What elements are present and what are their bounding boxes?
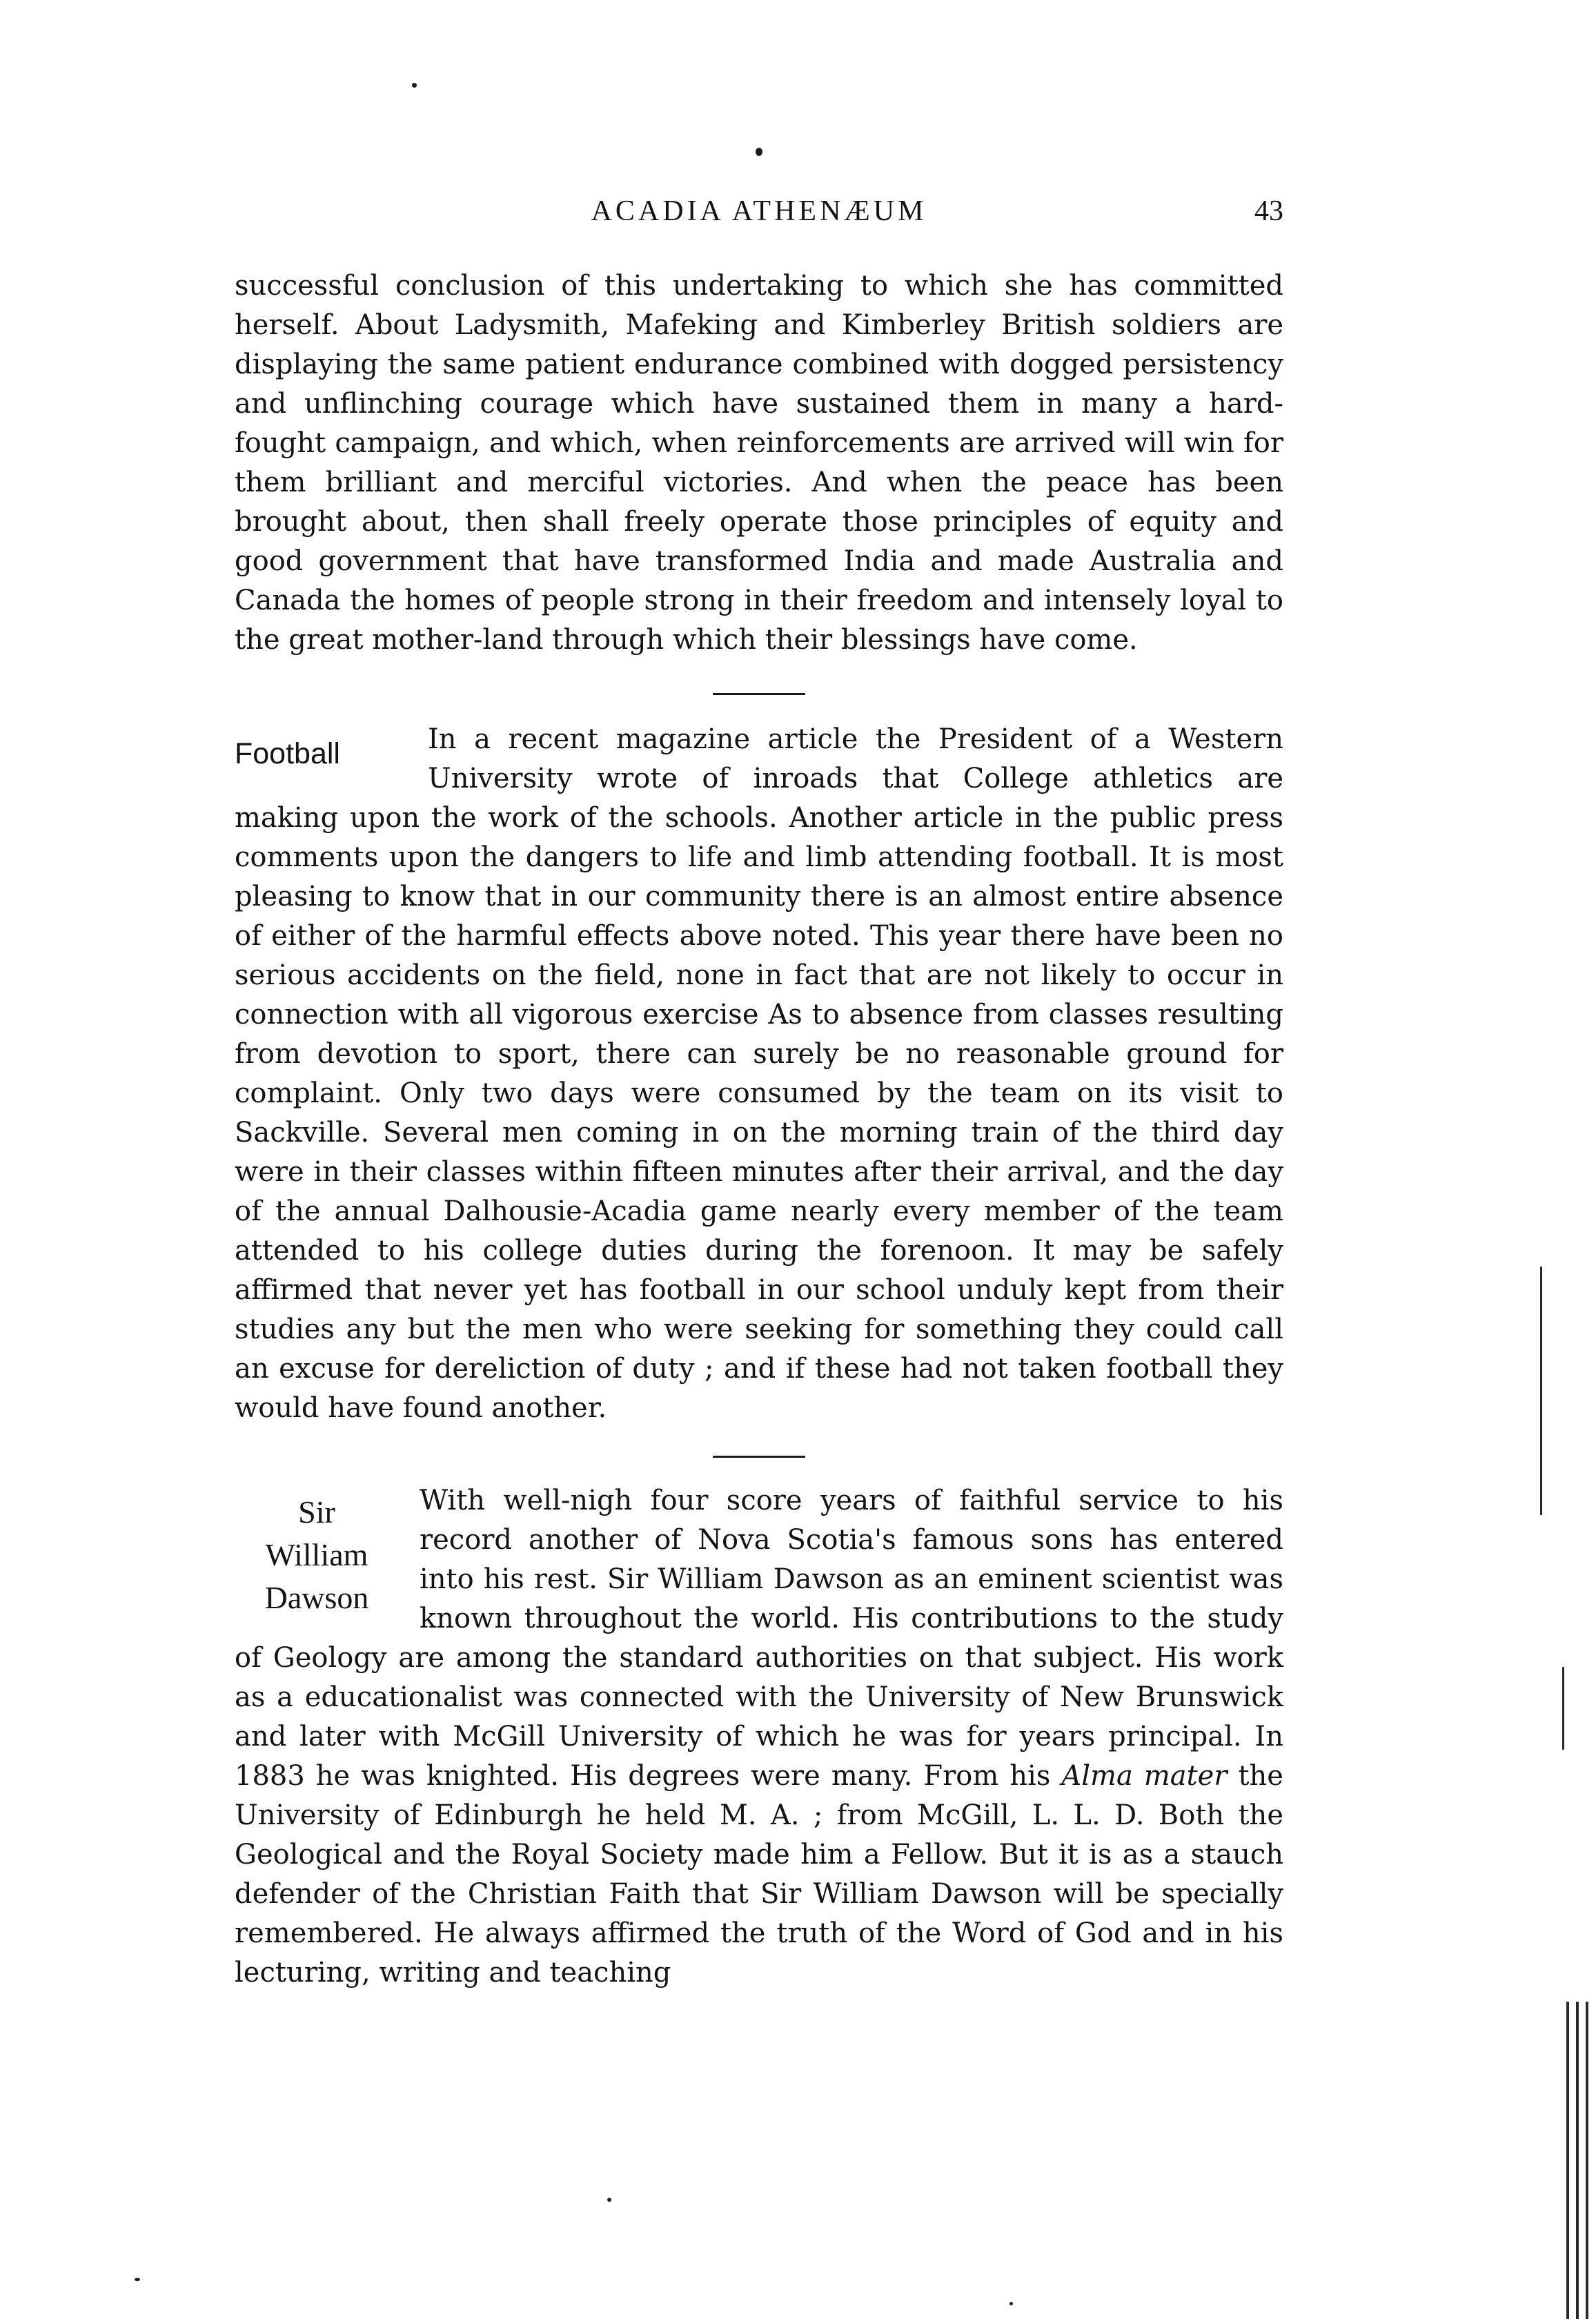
scan-speck bbox=[756, 148, 762, 156]
scan-edge-bar bbox=[1540, 1267, 1542, 1515]
section-divider bbox=[713, 1456, 805, 1458]
dawson-heading-line: Sir bbox=[298, 1494, 335, 1530]
page-number: 43 bbox=[1254, 195, 1283, 227]
dawson-section bbox=[235, 1481, 1283, 1993]
football-paragraph: In a recent magazine article the President of a Western University wrote of inroads that College athletics are making upon the work of the schools. Another article in the public press comments upon the dangers to life and limb attending football. It is most pleasing to know that in our community there is an almost entire absence of either of the harmful effects above noted. This year there have been no serious accidents on the field, none in fact that are not likely to occur in connection with all vigorous exercise As to absence from classes resulting from devotion to sport, there can surely be no reasonable ground for complaint. Only two days were consumed by the team on its visit to Sackville. Several men coming in on the morning train of the third day were in their classes within fifteen minutes after their arrival, and the day of the annual Dalhousie-Acadia game nearly every member of the team attended to his college duties during the forenoon. It may be safely affirmed that never yet has football in our school unduly kept from their studies any but the men who were seeking for something they could call an excuse for dereliction of duty ; and if these had not taken football they would have found another. bbox=[235, 723, 1283, 1424]
page-header bbox=[235, 195, 1283, 236]
dawson-heading bbox=[235, 1481, 399, 1637]
scan-speck bbox=[135, 2278, 140, 2281]
running-title: ACADIA ATHENÆUM bbox=[591, 195, 927, 227]
dawson-heading-line: Dawson bbox=[264, 1580, 369, 1615]
article-body bbox=[235, 266, 1283, 1993]
football-heading: Football bbox=[235, 737, 340, 770]
scan-edge-bar bbox=[1566, 2002, 1569, 2319]
football-section bbox=[235, 720, 1283, 1428]
scan-speck bbox=[412, 83, 417, 88]
alma-mater-phrase: Alma mater bbox=[1061, 1760, 1228, 1792]
dawson-text-end: the University of Edinburgh he held M. A. ; from McGill, L. L. D. Both the Geological and the Royal Society made him a Fellow. But it is as a stauch defender of the Christian Faith that Sir William Dawson will be specially remembered. He always affirmed the truth of the Word of God and in his lecturing, writing and teaching bbox=[235, 1760, 1283, 1989]
section-divider bbox=[713, 693, 805, 695]
scan-edge-bar bbox=[1562, 1667, 1564, 1750]
scan-speck bbox=[607, 2198, 611, 2202]
dawson-heading-line: William bbox=[265, 1537, 368, 1572]
dawson-text-start: With well-nigh four score years of faithful service to his record another of Nova Scotia's famous sons has entered into his rest. Sir William Dawson as an eminent scientist was known throughout the world. His contributions to the study of Geology are among the standard authorities on that subject. His work as a educationalist was connected with the University of New Brunswick and later with McGill University of which he was for years principal. In 1883 he was knighted. His degrees were many. From his bbox=[235, 1485, 1283, 1792]
scan-speck bbox=[1009, 2302, 1013, 2305]
scan-edge-bar bbox=[1586, 2002, 1588, 2319]
scan-edge-bar bbox=[1576, 2002, 1579, 2319]
intro-paragraph: successful conclusion of this undertaking to which she has committed herself. About Ladysmith, Mafeking and Kimberley British soldiers are displaying the same patient endurance combined with dogged persistency and unflinching courage which have sustained them in many a hard-fought campaign, and which, when reinforcements are arrived will win for them brilliant and merciful victories. And when the peace has been brought about, then shall freely operate those principles of equity and good government that have transformed India and made Australia and Canada the homes of people strong in their freedom and intensely loyal to the great mother-land through which their blessings have come. bbox=[235, 270, 1283, 656]
